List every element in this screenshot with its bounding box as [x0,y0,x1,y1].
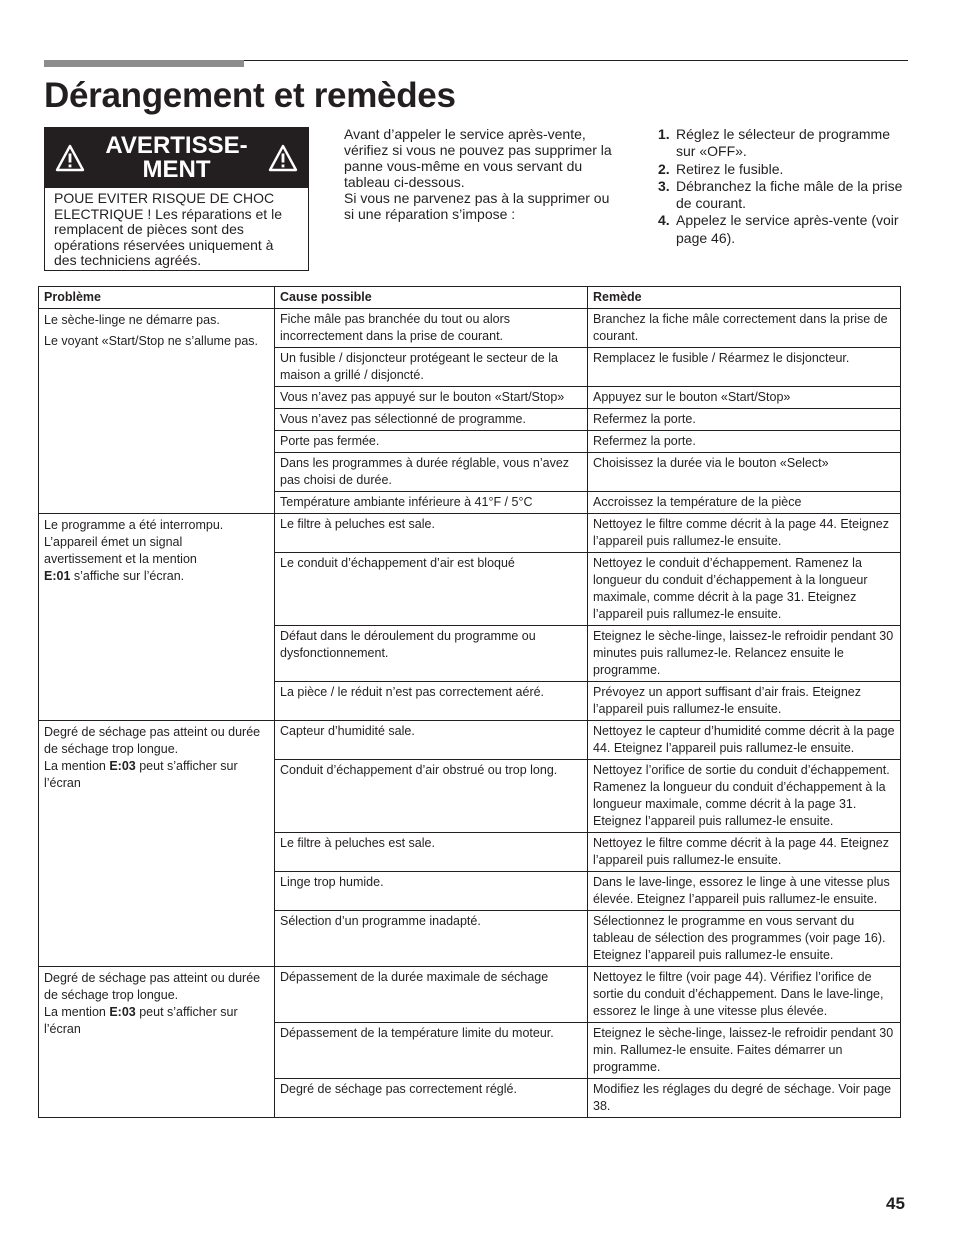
problem-text: Degré de séchage pas atteint ou durée de séchage trop longue. [44,725,261,756]
step-number: 3. [658,177,670,194]
step-number: 2. [658,160,670,177]
remedy-cell: Remplacez le fusible / Réarmez le disjoncteur. [588,348,901,387]
cause-cell: Vous n’avez pas sélectionné de programme. [275,409,588,431]
remedy-cell: Refermez la porte. [588,409,901,431]
table-row [39,721,901,760]
error-code: E:03 [109,1005,136,1019]
cause-cell: Porte pas fermée. [275,431,588,453]
troubleshooting-table [38,286,901,1118]
problem-text: La mention [44,759,110,773]
problem-text: peut s’afficher sur l’écran [44,1005,238,1036]
problem-line [44,568,269,585]
cause-cell: Sélection d’un programme inadapté. [275,911,588,967]
remedy-cell: Nettoyez le capteur d’humidité comme décrit à la page 44. Eteignez l’appareil puis rallumez-le ensuite. [588,721,901,760]
table-row [39,309,901,348]
step-item [658,126,908,161]
page-title: Dérangement et remèdes [44,76,456,115]
remedy-cell: Accroissez la température de la pièce [588,492,901,514]
cause-cell: Le conduit d’échappement d’air est bloqué [275,553,588,626]
cause-cell: Dans les programmes à durée réglable, vous n’avez pas choisi de durée. [275,453,588,492]
cause-cell: Le filtre à peluches est sale. [275,514,588,553]
problem-cell [39,721,275,967]
remedy-cell: Nettoyez le filtre comme décrit à la page 44. Eteignez l’appareil puis rallumez-le ensuite. [588,833,901,872]
remedy-cell: Nettoyez l’orifice de sortie du conduit d’échappement. Ramenez la longueur du conduit d’échappement à la longueur maximale, comme décrit à la page 31. Eteignez l’appareil puis rallumez-le ensuite. [588,760,901,833]
problem-text: L’appareil émet un signal [44,535,183,549]
problem-line [44,333,269,350]
error-code: E:03 [109,759,136,773]
remedy-cell: Appuyez sur le bouton «Start/Stop» [588,387,901,409]
remedy-cell: Choisissez la durée via le bouton «Select» [588,453,901,492]
page-number: 45 [886,1194,905,1213]
remedy-cell: Nettoyez le filtre (voir page 44). Vérifiez l’orifice de sortie du conduit d’échappement. Dans le lave-linge, essorez le linge à une vitesse plus élevée. [588,967,901,1023]
steps-list [658,126,908,247]
cause-cell: Un fusible / disjoncteur protégeant le secteur de la maison a grillé / disjoncté. [275,348,588,387]
problem-line [44,758,269,792]
problem-line [44,1004,269,1038]
problem-cell [39,309,275,514]
intro-paragraph: Si vous ne parvenez pas à la supprimer ou si une réparation s’impose : [344,190,610,222]
intro-paragraph: Avant d’appeler le service après-vente, vérifiez si vous ne pouvez pas supprimer la panne vous-même en vous servant du tableau ci-dessous. [344,126,612,190]
step-number: 4. [658,212,670,229]
step-item [658,178,908,213]
cause-cell: Linge trop humide. [275,872,588,911]
problem-text: s’affiche sur l’écran. [70,569,185,583]
cause-cell: Capteur d’humidité sale. [275,721,588,760]
cause-cell: Défaut dans le déroulement du programme ou dysfonctionnement. [275,626,588,682]
intro-text [344,126,614,222]
cause-cell: Température ambiante inférieure à 41°F / 5°C [275,492,588,514]
header-problem: Problème [39,287,275,309]
cause-cell: Fiche mâle pas branchée du tout ou alors incorrectement dans la prise de courant. [275,309,588,348]
remedy-cell: Nettoyez le conduit d’échappement. Ramenez la longueur du conduit d’échappement à la longueur maximale, comme décrit à la page 31. Eteignez l’appareil puis rallumez-le ensuite. [588,553,901,626]
problem-text: Degré de séchage pas atteint ou durée de séchage trop longue. [44,971,261,1002]
warning-title: AVERTISSE- MENT [105,132,248,183]
warning-header [45,128,308,188]
cause-cell: Le filtre à peluches est sale. [275,833,588,872]
cause-cell: Vous n’avez pas appuyé sur le bouton «Start/Stop» [275,387,588,409]
step-text: Réglez le sélecteur de programme sur «OFF». [676,126,890,160]
cause-cell: Conduit d’échappement d’air obstrué ou trop long. [275,760,588,833]
problem-line [44,724,269,758]
problem-line [44,534,269,551]
remedy-cell: Nettoyez le filtre comme décrit à la page 44. Eteignez l’appareil puis rallumez-le ensuite. [588,514,901,553]
step-item [658,212,908,247]
problem-text: La mention [44,1005,110,1019]
remedy-cell: Eteignez le sèche-linge, laissez-le refroidir pendant 30 minutes puis rallumez-le. Relancez ensuite le programme. [588,626,901,682]
cause-cell: Degré de séchage pas correctement réglé. [275,1079,588,1118]
table-row [39,514,901,553]
remedy-cell: Dans le lave-linge, essorez le linge à une vitesse plus élevée. Eteignez l’appareil puis rallumez-le ensuite. [588,872,901,911]
problem-text: Le voyant «Start/Stop ne s’allume pas. [44,334,259,348]
header-remedy: Remède [588,287,901,309]
warning-text: POUE EVITER RISQUE DE CHOC ELECTRIQUE ! Les réparations et le remplacent de pièces sont des opérations réservées uniquement à des techniciens agréés. [54,190,282,268]
problem-text: Le programme a été interrompu. [44,518,224,532]
problem-line [44,312,269,329]
problem-text: Le sèche-linge ne démarre pas. [44,313,220,327]
remedy-cell: Refermez la porte. [588,431,901,453]
header-cause: Cause possible [275,287,588,309]
step-text: Débranchez la fiche mâle de la prise de courant. [676,177,903,212]
remedy-cell: Sélectionnez le programme en vous servant du tableau de sélection des programmes (voir page 16). Eteignez l’appareil puis rallumez-le ensuite. [588,911,901,967]
warning-box [44,127,309,271]
remedy-cell: Prévoyez un apport suffisant d’air frais. Eteignez l’appareil puis rallumez-le ensuite. [588,682,901,721]
step-item [658,161,908,178]
problem-cell [39,514,275,721]
error-code: E:01 [44,569,71,583]
top-accent-bar [44,60,244,67]
problem-line [44,970,269,1004]
cause-cell: Dépassement de la durée maximale de séchage [275,967,588,1023]
step-number: 1. [658,126,670,142]
remedy-cell: Branchez la fiche mâle correctement dans la prise de courant. [588,309,901,348]
cause-cell: Dépassement de la température limite du moteur. [275,1023,588,1079]
remedy-cell: Modifiez les réglages du degré de séchage. Voir page 38. [588,1079,901,1118]
problem-line [44,551,269,568]
cause-cell: La pièce / le réduit n’est pas correctement aéré. [275,682,588,721]
problem-line [44,517,269,534]
warning-triangle-icon [55,143,85,173]
table-row [39,967,901,1023]
problem-text: avertissement et la mention [44,552,197,566]
problem-cell [39,967,275,1118]
remedy-cell: Eteignez le sèche-linge, laissez-le refroidir pendant 30 min. Rallumez-le ensuite. Faites démarrer un programme. [588,1023,901,1079]
step-text: Appelez le service après-vente (voir page 46). [676,212,899,246]
problem-text: peut s’afficher sur l’écran [44,759,238,790]
step-text: Retirez le fusible. [676,160,784,177]
warning-triangle-icon [268,143,298,173]
table-header-row [39,287,901,309]
